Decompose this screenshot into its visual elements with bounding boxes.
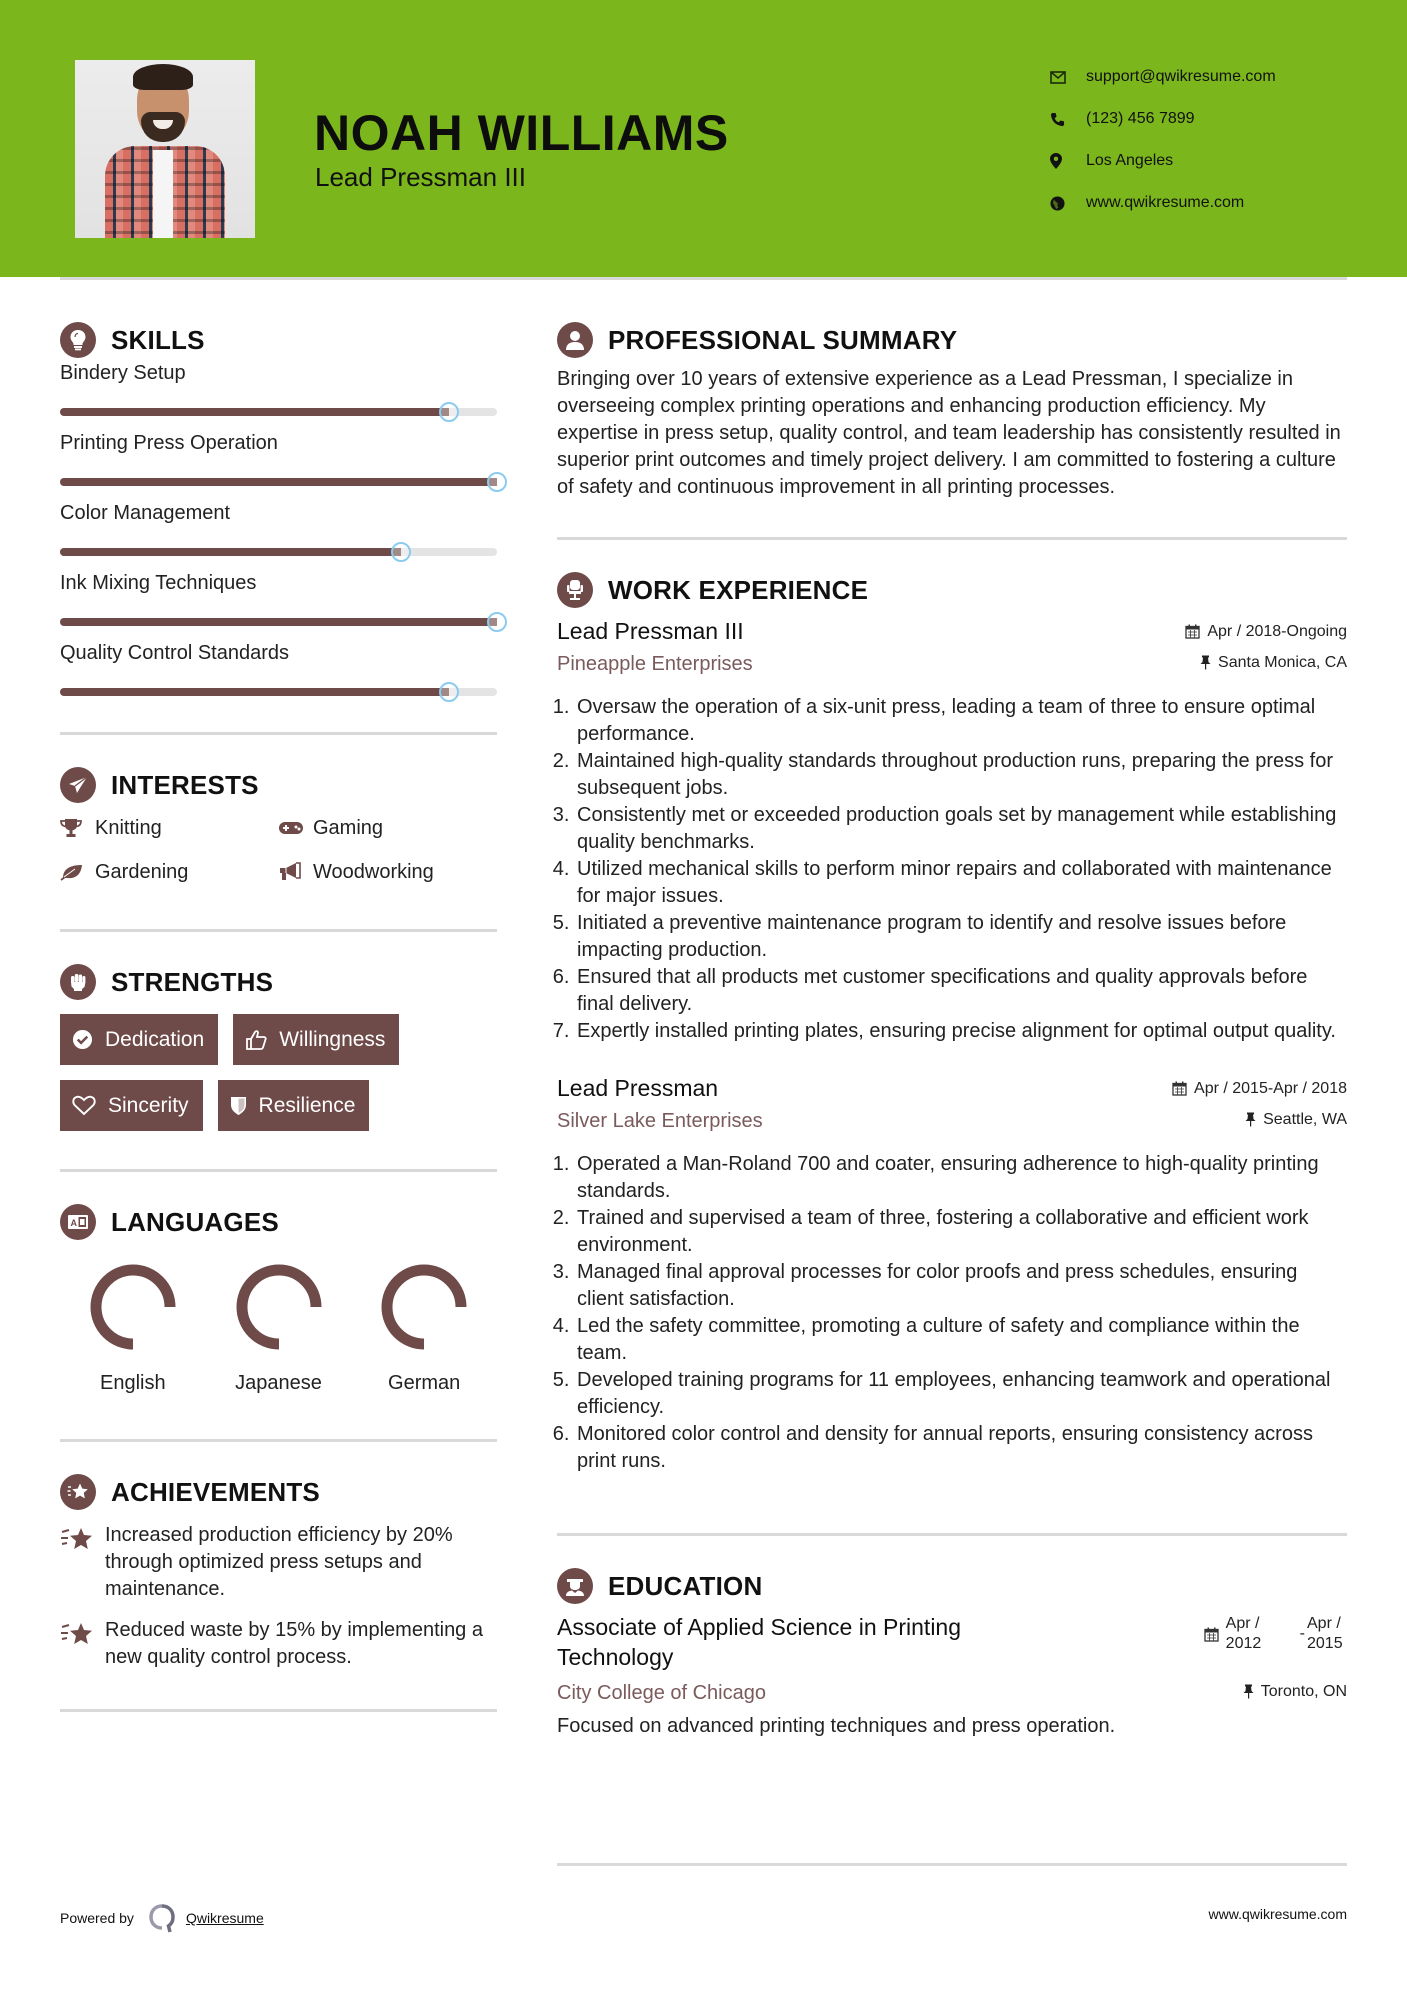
achievement-text: Increased production efficiency by 20% through optimized press setups and maintenance. (105, 1524, 453, 1600)
skill-name: Printing Press Operation (60, 432, 278, 454)
skill-item (60, 432, 497, 486)
language-proficiency-ring (379, 1262, 469, 1352)
language-proficiency-ring (88, 1262, 178, 1352)
graduate-icon (557, 1568, 593, 1604)
section-divider (60, 732, 497, 735)
summary-heading: PROFESSIONAL SUMMARY (608, 324, 958, 355)
user-icon (557, 322, 593, 358)
job-entry (557, 618, 1347, 1045)
shield-icon (230, 1095, 247, 1116)
job-title: Lead Pressman (557, 1075, 719, 1101)
slider-knob[interactable] (391, 542, 411, 562)
language-name: English (100, 1372, 166, 1394)
job-location (1200, 654, 1347, 672)
achievement-item (60, 1617, 497, 1671)
language-icon (60, 1204, 96, 1240)
strength-label: Willingness (279, 1027, 386, 1051)
check-circle-icon (72, 1029, 93, 1050)
interests-heading: INTERESTS (111, 769, 259, 800)
strength-label: Resilience (258, 1093, 356, 1117)
duty-item: 2. Maintained high-quality standards throughout production runs, preparing the press for subsequent jobs. (575, 748, 1347, 802)
calendar-icon (1185, 624, 1200, 639)
map-marker-icon (1050, 153, 1086, 169)
interest-item (60, 857, 278, 887)
header-banner (0, 0, 1407, 277)
job-location-text: Santa Monica, CA (1218, 653, 1347, 671)
job-duties-list (557, 694, 1347, 1045)
candidate-name: NOAH WILLIAMS (314, 105, 729, 161)
education-dates (1204, 1614, 1347, 1654)
pushpin-icon (1245, 1112, 1256, 1127)
candidate-title: Lead Pressman III (315, 162, 526, 192)
education-section (557, 1566, 1347, 1740)
heart-icon (72, 1095, 96, 1116)
duty-item: 5. Developed training programs for 11 employees, enhancing teamwork and operational efficiency. (575, 1367, 1347, 1421)
duty-item: 3. Consistently met or exceeded production goals set by management while establishing quality benchmarks. (575, 802, 1347, 856)
section-divider (557, 1533, 1347, 1536)
interest-item (278, 857, 496, 887)
skill-level-slider[interactable] (60, 548, 497, 556)
duty-item: 1. Operated a Man-Roland 700 and coater, ensuring adherence to high-quality printing standards. (575, 1151, 1347, 1205)
contact-website-text: www.qwikresume.com (1086, 194, 1245, 211)
skill-name: Ink Mixing Techniques (60, 572, 257, 594)
language-name: Japanese (235, 1372, 322, 1394)
education-end: Apr / 2015 (1307, 1615, 1343, 1652)
footer-powered-by (60, 1903, 264, 1933)
job-dates (1172, 1080, 1347, 1098)
language-item (60, 1262, 206, 1395)
duty-item: 3. Managed final approval processes for color proofs and press schedules, ensuring client satisfaction. (575, 1259, 1347, 1313)
footer-website[interactable]: www.qwikresume.com (1208, 1906, 1347, 1922)
powered-by-text: Powered by (60, 1910, 134, 1926)
job-dates (1185, 623, 1347, 641)
education-heading: EDUCATION (608, 1570, 763, 1601)
office-chair-icon (557, 572, 593, 608)
duty-item: 6. Ensured that all products met customer specifications and quality approvals before final delivery. (575, 964, 1347, 1018)
school-name: City College of Chicago (557, 1682, 766, 1704)
slider-knob[interactable] (487, 612, 507, 632)
duty-item: 2. Trained and supervised a team of three, fostering a collaborative and efficient work environment. (575, 1205, 1347, 1259)
envelope-icon (1050, 71, 1086, 84)
paper-plane-icon (60, 767, 96, 803)
contact-email-text: support@qwikresume.com (1086, 68, 1276, 85)
thumbs-up-icon (245, 1029, 267, 1051)
slider-knob[interactable] (487, 472, 507, 492)
profile-photo (75, 60, 255, 238)
job-dates-text: Apr / 2015-Apr / 2018 (1194, 1079, 1347, 1097)
education-start: Apr / 2012 (1225, 1615, 1262, 1652)
job-dates-text: Apr / 2018-Ongoing (1207, 622, 1347, 640)
star-badge-icon (60, 1474, 96, 1510)
language-proficiency-ring (234, 1262, 324, 1352)
education-location-text: Toronto, ON (1260, 1682, 1347, 1700)
job-entry (557, 1075, 1347, 1475)
interest-label: Woodworking (313, 860, 434, 883)
section-divider (60, 1169, 497, 1172)
interests-section (60, 765, 497, 887)
fist-icon (60, 964, 96, 1000)
contact-location (1050, 140, 1276, 182)
sidebar-column (60, 320, 497, 1712)
contact-website[interactable] (1050, 182, 1276, 224)
section-divider (60, 1439, 497, 1442)
section-divider (557, 1863, 1347, 1866)
section-divider (60, 1709, 497, 1712)
slider-knob[interactable] (439, 682, 459, 702)
star-badge-icon (60, 1617, 105, 1671)
experience-heading: WORK EXPERIENCE (608, 574, 869, 605)
gamepad-icon (278, 820, 313, 836)
contact-phone[interactable] (1050, 98, 1276, 140)
main-column (557, 320, 1347, 1740)
strengths-heading: STRENGTHS (111, 966, 274, 997)
achievements-section (60, 1472, 497, 1671)
education-date-separator: - (1299, 1625, 1305, 1642)
globe-icon (1050, 196, 1086, 211)
section-divider (60, 929, 497, 932)
strength-chip (60, 1080, 203, 1131)
duty-item: 5. Initiated a preventive maintenance program to identify and resolve issues before impacting production. (575, 910, 1347, 964)
job-company: Pineapple Enterprises (557, 653, 753, 675)
job-company: Silver Lake Enterprises (557, 1110, 763, 1132)
skill-item (60, 502, 497, 556)
skills-section (60, 320, 497, 696)
experience-section (557, 570, 1347, 1475)
interest-label: Gardening (95, 860, 189, 883)
job-location-text: Seattle, WA (1263, 1110, 1347, 1128)
education-description: Focused on advanced printing techniques and press operation. (557, 1715, 1116, 1737)
calendar-icon (1204, 1627, 1219, 1642)
qwikresume-logo-icon (148, 1903, 176, 1933)
bullhorn-icon (278, 862, 313, 882)
skill-item (60, 572, 497, 626)
summary-section (557, 320, 1347, 501)
job-duties-list (557, 1151, 1347, 1475)
lightbulb-icon (60, 322, 96, 358)
skill-level-slider[interactable] (60, 618, 497, 626)
strength-chip (60, 1014, 218, 1065)
languages-heading: LANGUAGES (111, 1206, 279, 1237)
skill-level-slider[interactable] (60, 688, 497, 696)
strengths-section (60, 962, 497, 1131)
strength-label: Dedication (105, 1027, 205, 1051)
achievements-heading: ACHIEVEMENTS (111, 1476, 320, 1507)
qwikresume-link[interactable]: Qwikresume (185, 1910, 264, 1926)
duty-item: 4. Utilized mechanical skills to perform minor repairs and collaborated with maintenance for major issues. (575, 856, 1347, 910)
contact-phone-text: (123) 456 7899 (1086, 110, 1195, 127)
achievement-text: Reduced waste by 15% by implementing a new quality control process. (105, 1619, 483, 1668)
skill-item (60, 362, 497, 416)
strength-chip (218, 1080, 370, 1131)
pushpin-icon (1200, 655, 1211, 670)
summary-text: Bringing over 10 years of extensive experience as a Lead Pressman, I specialize in overseeing complex printing operations and enhancing production efficiency. My expertise in press setup, quality control, and team leadership has consistently resulted in superior print outcomes and timely project delivery. I am committed to fostering a culture of safety and continuous improvement in all printing processes. (557, 368, 1341, 498)
section-divider (557, 537, 1347, 540)
header-divider (60, 277, 1347, 280)
skill-level-slider[interactable] (60, 408, 497, 416)
leaf-icon (60, 863, 95, 881)
strength-chip (233, 1014, 399, 1065)
phone-icon (1050, 112, 1086, 127)
language-item (206, 1262, 352, 1395)
skill-item (60, 642, 497, 696)
duty-item: 4. Led the safety committee, promoting a culture of safety and compliance within the team. (575, 1313, 1347, 1367)
contact-list (1050, 56, 1276, 224)
slider-knob[interactable] (439, 402, 459, 422)
job-location (1245, 1111, 1347, 1129)
languages-section (60, 1202, 497, 1395)
interest-label: Knitting (95, 816, 162, 839)
language-name: German (388, 1372, 461, 1394)
star-badge-icon (60, 1522, 105, 1603)
education-location (1243, 1683, 1347, 1701)
svg-text:A: A (70, 1218, 77, 1228)
skills-heading: SKILLS (111, 324, 205, 355)
degree-title: Associate of Applied Science in Printing Technology (557, 1614, 962, 1670)
education-entry (557, 1612, 1347, 1740)
achievement-item (60, 1522, 497, 1603)
trophy-icon (60, 818, 95, 838)
strength-label: Sincerity (108, 1093, 189, 1117)
contact-email[interactable] (1050, 56, 1276, 98)
pushpin-icon (1243, 1684, 1254, 1699)
duty-item: 1. Oversaw the operation of a six-unit press, leading a team of three to ensure optimal performance. (575, 694, 1347, 748)
interest-item (60, 813, 278, 843)
interest-item (278, 813, 496, 843)
interest-label: Gaming (313, 816, 384, 839)
contact-location-text: Los Angeles (1086, 152, 1174, 169)
duty-item: 6. Monitored color control and density for annual reports, ensuring consistency across print runs. (575, 1421, 1347, 1475)
skill-level-slider[interactable] (60, 478, 497, 486)
language-item (351, 1262, 497, 1395)
skill-name: Color Management (60, 502, 231, 524)
job-title: Lead Pressman III (557, 618, 744, 644)
calendar-icon (1172, 1081, 1187, 1096)
duty-item: 7. Expertly installed printing plates, ensuring precise alignment for optimal output quality. (575, 1018, 1347, 1045)
skill-name: Quality Control Standards (60, 642, 290, 664)
skill-name: Bindery Setup (60, 362, 186, 384)
